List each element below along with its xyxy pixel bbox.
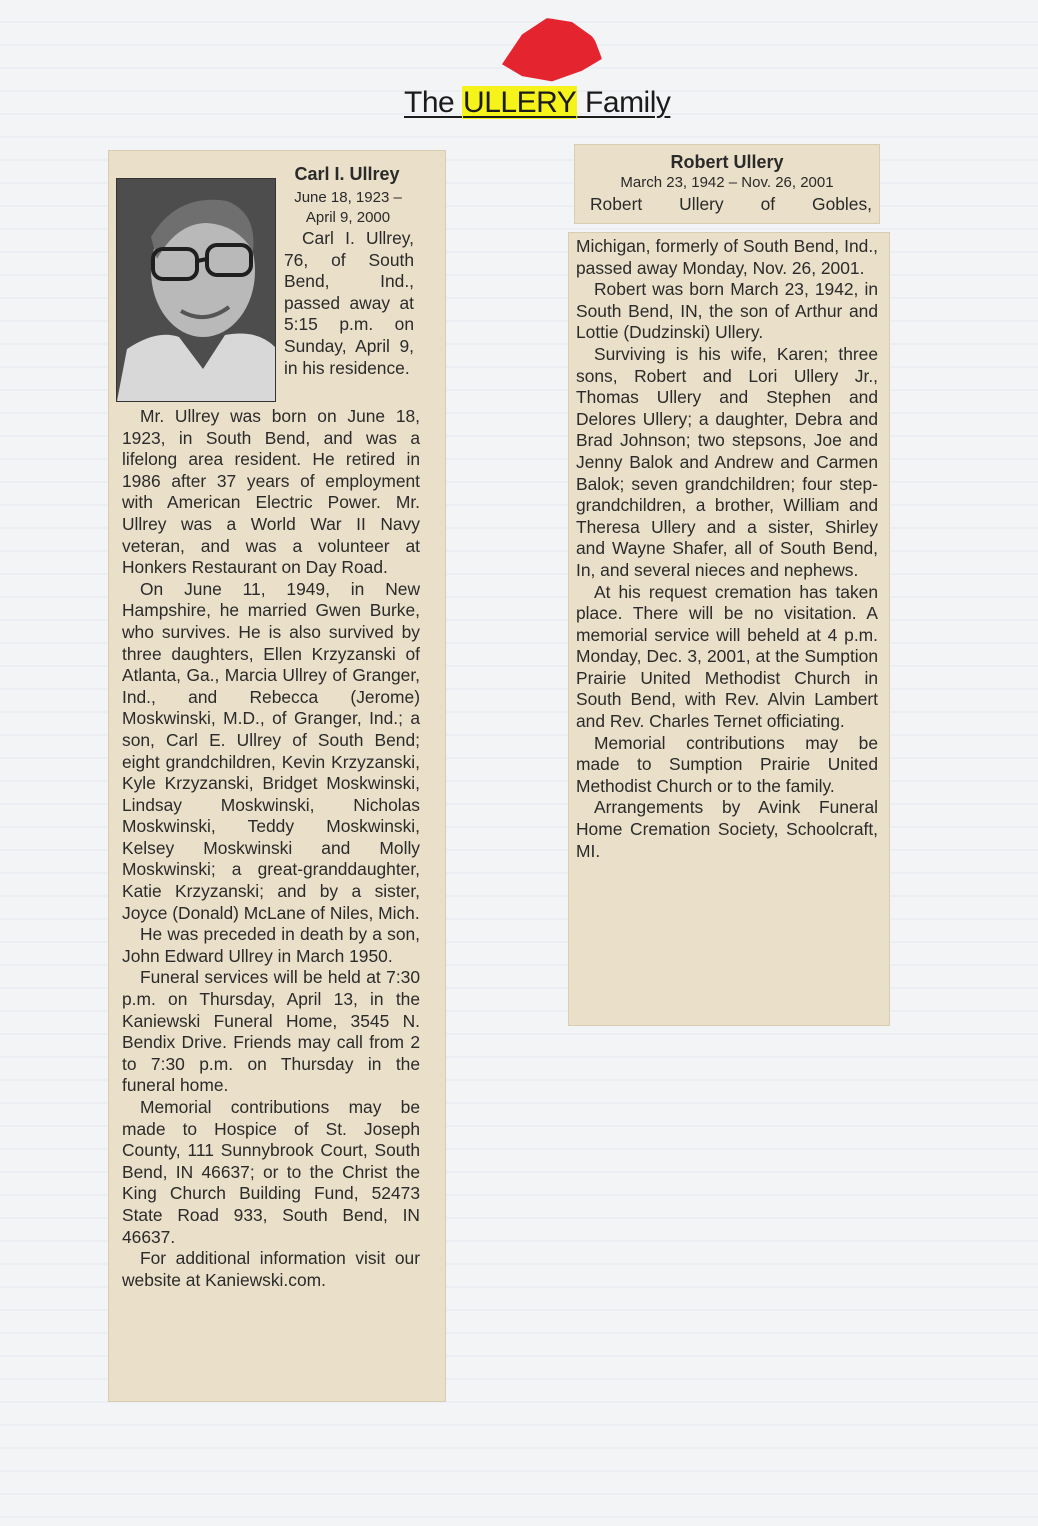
robert-paragraph: Michigan, formerly of South Bend, Ind., passed away Monday, Nov. 26, 2001. — [576, 236, 878, 278]
carl-lead-text: Carl I. Ullrey, 76, of South Bend, Ind., passed away at 5:15 p.m. on Sunday, April 9, in his residence. — [284, 228, 414, 378]
robert-paragraph: Surviving is his wife, Karen; three sons, Robert and Lori Ullery Jr., Thomas Ullery and Stephen and Delores Ullery; a daughter, Debra and Brad Johnson; two stepsons, Joe and Jenny Balok and Andrew and Carmen Balok; seven grandchildren; four step-grandchildren, a brother, William and Theresa Ullery and a sister, Shirley and Wayne Shafer, all of South Bend, In, and several nieces and nephews. — [576, 343, 878, 580]
portrait-photo — [116, 178, 276, 402]
robert-dates: March 23, 1942 – Nov. 26, 2001 — [620, 174, 834, 191]
robert-paragraph: Robert was born March 23, 1942, in South Bend, IN, the son of Arthur and Lottie (Dudzinski) Ullery. — [576, 279, 878, 343]
red-sticker — [502, 18, 602, 84]
robert-paragraph: Memorial contributions may be made to Sumption Prairie United Methodist Church or to the family. — [576, 732, 878, 796]
robert-paragraph: At his request cremation has taken place. There will be no visitation. A memorial service will beheld at 4 p.m. Monday, Dec. 3, 2001, at the Sumption Prairie United Methodist Church in South Bend, with Rev. Alvin Lambert and Rev. Charles Ternet officiating. — [576, 581, 878, 732]
carl-paragraph: For additional information visit our website at Kaniewski.com. — [122, 1248, 420, 1290]
robert-name: Robert Ullery — [670, 152, 784, 172]
carl-obituary-clipping — [108, 150, 446, 1402]
title-prefix: The — [404, 86, 463, 119]
carl-paragraph: Mr. Ullrey was born on June 18, 1923, in South Bend, and was a lifelong area resident. He retired in 1986 after 37 years of employment with American Electric Power. Mr. Ullrey was a World War II Navy veteran, and was a volunteer at Honkers Restaurant on Day Road. — [122, 406, 420, 578]
carl-body — [122, 406, 420, 1291]
robert-obituary-clipping — [568, 232, 890, 1026]
page-title — [404, 86, 670, 120]
carl-lead-paragraph — [284, 228, 414, 379]
robert-body — [576, 236, 878, 862]
title-suffix: Family — [577, 86, 671, 119]
robert-obituary-header-clipping — [574, 144, 880, 224]
robert-lead-text: Robert Ullery of Gobles, — [590, 194, 872, 214]
portrait-image — [117, 179, 275, 401]
robert-paragraph: Arrangements by Avink Funeral Home Cremation Society, Schoolcraft, MI. — [576, 797, 878, 861]
carl-paragraph: Memorial contributions may be made to Hospice of St. Joseph County, 111 Sunnybrook Court, South Bend, IN 46637; or to the Christ the King Church Building Fund, 52473 State Road 933, South Bend, IN 46637. — [122, 1097, 420, 1247]
title-highlight: ULLERY — [463, 86, 577, 119]
carl-paragraph: Funeral services will be held at 7:30 p.m. on Thursday, April 13, in the Kaniewski Funeral Home, 3545 N. Bendix Drive. Friends may call from 2 to 7:30 p.m. on Thursday in the funeral home. — [122, 967, 420, 1096]
carl-paragraph: On June 11, 1949, in New Hampshire, he married Gwen Burke, who survives. He is also survived by three daughters, Ellen Krzyzanski of Atlanta, Ga., Marcia Ullrey of Granger, Ind., and Rebecca (Jerome) Moskwinski, M.D., of Granger, Ind.; a son, Carl E. Ullrey of South Bend; eight grandchildren, Kevin Krzyzanski, Kyle Krzyzanski, Bridget Moskwinski, Lindsay Moskwinski, Nicholas Moskwinski, Teddy Moskwinski, Kelsey Moskwinski and Molly Moskwinski; a great-granddaughter, Katie Krzyzanski; and by a sister, Joyce (Donald) McLane of Niles, Mich. — [122, 578, 420, 923]
carl-name: Carl I. Ullrey — [294, 164, 400, 184]
carl-dates: June 18, 1923 – April 9, 2000 — [294, 189, 402, 226]
carl-paragraph: He was preceded in death by a son, John Edward Ullrey in March 1950. — [122, 924, 420, 966]
